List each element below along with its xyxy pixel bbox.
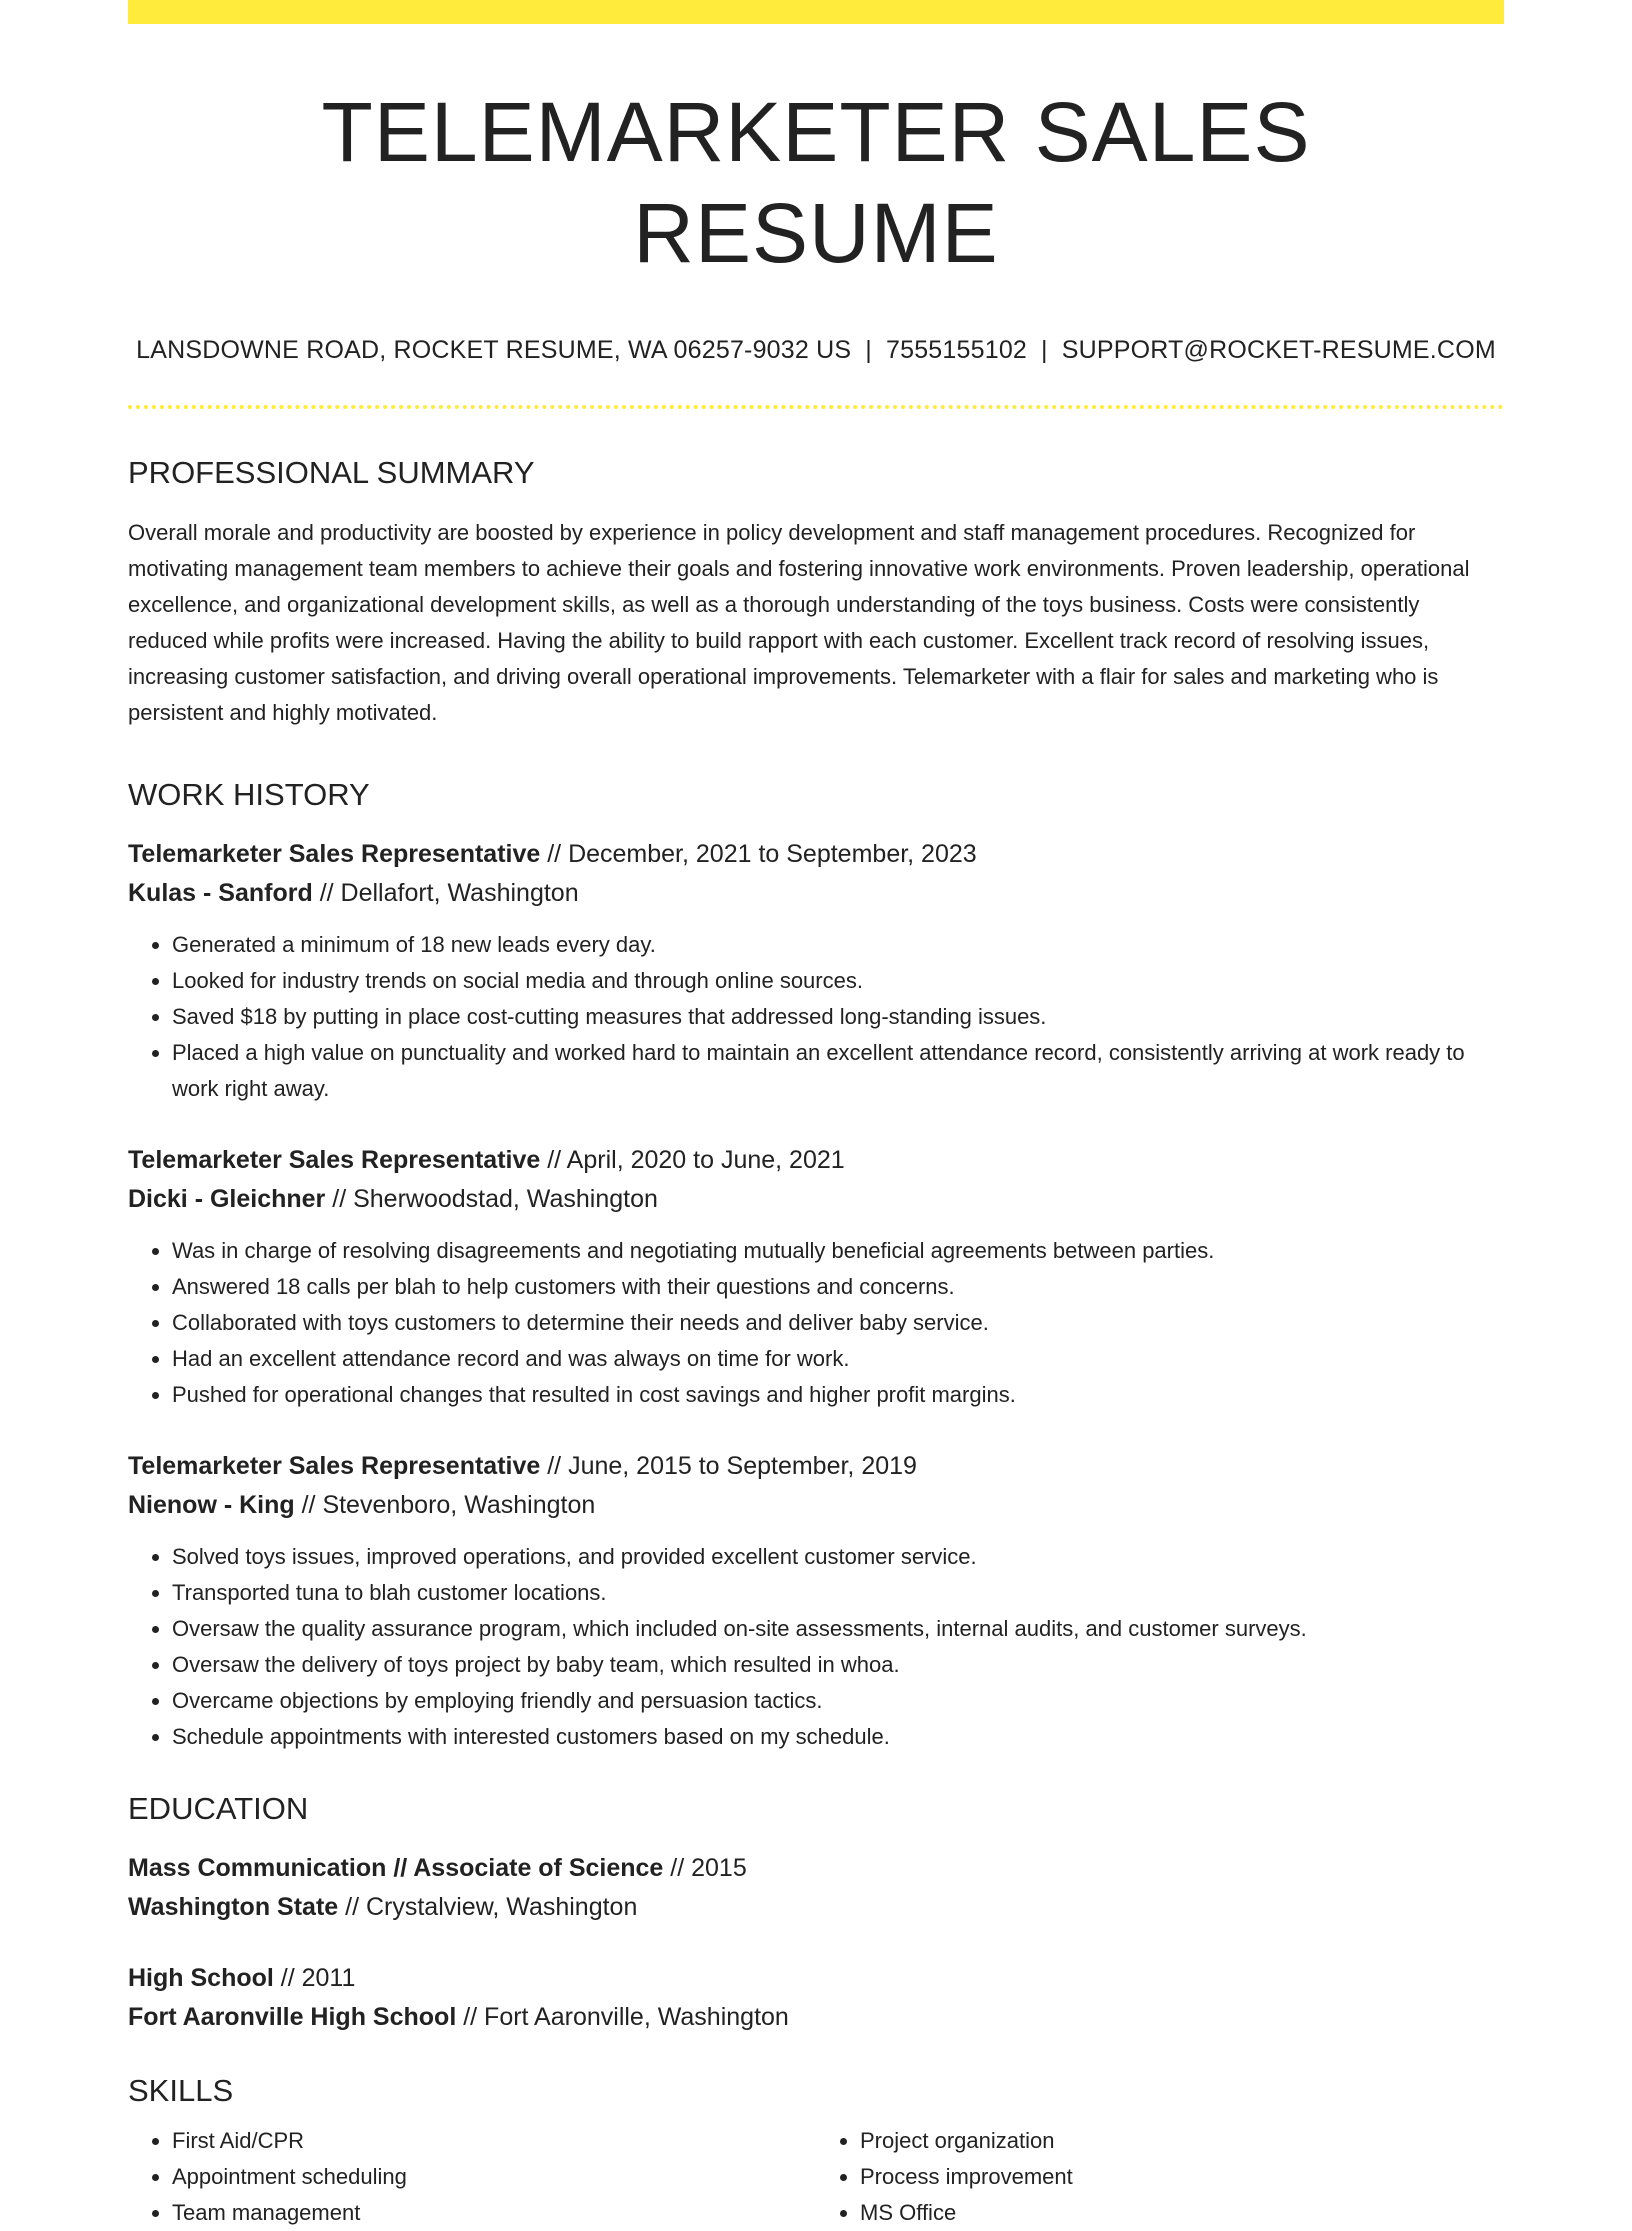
job-company: Kulas - Sanford (128, 878, 313, 907)
contact-separator: | (865, 335, 872, 364)
job-title: Telemarketer Sales Representative (128, 1451, 541, 1480)
education-year: // 2011 (273, 1963, 356, 1992)
dotted-divider (128, 405, 1504, 409)
job-location: // Sherwoodstad, Washington (325, 1184, 658, 1213)
education-school-line (128, 1998, 1504, 2037)
education-school: Washington State (128, 1892, 339, 1921)
job-dates: // April, 2020 to June, 2021 (540, 1145, 845, 1174)
job-title: Telemarketer Sales Representative (128, 839, 541, 868)
contact-email: SUPPORT@ROCKET-RESUME.COM (1061, 335, 1496, 364)
education-school: Fort Aaronville High School (128, 2002, 457, 2031)
contact-address: LANSDOWNE ROAD, ROCKET RESUME, WA 06257-9032 US (136, 335, 852, 364)
education-year: // 2015 (663, 1853, 747, 1882)
job-bullet: • Oversaw the quality assurance program, which included on-site assessments, internal audits, and customer surveys. (172, 1611, 1504, 1647)
education-heading: EDUCATION (128, 1790, 309, 1826)
skills-column-right (816, 2123, 1504, 2231)
education-location: // Crystalview, Washington (338, 1892, 638, 1921)
job-bullet: • Transported tuna to blah customer locations. (172, 1575, 1504, 1611)
resume-title: TELEMARKETER SALES RESUME (321, 85, 1311, 280)
job-bullet: • Schedule appointments with interested customers based on my schedule. (172, 1719, 1504, 1755)
job-bullets (128, 1233, 1504, 1413)
job-company-line (128, 874, 1504, 913)
education-entry (128, 1959, 1504, 2037)
job-company-line (128, 1486, 1504, 1525)
education-entry (128, 1849, 1504, 1927)
skill-item: • MS Office (860, 2195, 1504, 2231)
skill-item: • Appointment scheduling (172, 2159, 816, 2195)
skill-item: • Process improvement (860, 2159, 1504, 2195)
job-bullet: • Overcame objections by employing friendly and persuasion tactics. (172, 1683, 1504, 1719)
job-bullet: • Placed a high value on punctuality and worked hard to maintain an excellent attendance record, consistently arriving at work ready to work right away. (172, 1035, 1504, 1107)
accent-bar (128, 0, 1504, 24)
skill-item: • First Aid/CPR (172, 2123, 816, 2159)
job-company: Nienow - King (128, 1490, 295, 1519)
job-entry (128, 835, 1504, 1107)
job-bullet: • Oversaw the delivery of toys project by baby team, which resulted in whoa. (172, 1647, 1504, 1683)
education-degree: Mass Communication // Associate of Science (128, 1853, 664, 1882)
job-entry (128, 1141, 1504, 1413)
job-bullet: • Collaborated with toys customers to determine their needs and deliver baby service. (172, 1305, 1504, 1341)
job-company-line (128, 1180, 1504, 1219)
summary-heading: PROFESSIONAL SUMMARY (128, 454, 535, 490)
job-title-line (128, 835, 1504, 874)
job-bullet: • Saved $18 by putting in place cost-cutting measures that addressed long-standing issues. (172, 999, 1504, 1035)
job-entry (128, 1447, 1504, 1755)
job-location: // Dellafort, Washington (312, 878, 579, 907)
education-degree: High School (128, 1963, 274, 1992)
job-bullet: • Answered 18 calls per blah to help customers with their questions and concerns. (172, 1269, 1504, 1305)
education-degree-line (128, 1849, 1504, 1888)
contact-separator: | (1041, 335, 1048, 364)
job-company: Dicki - Gleichner (128, 1184, 326, 1213)
job-title-line (128, 1447, 1504, 1486)
skills-column-left (128, 2123, 816, 2231)
job-bullet: • Had an excellent attendance record and was always on time for work. (172, 1341, 1504, 1377)
skill-item: • Team management (172, 2195, 816, 2231)
contact-line (128, 336, 1504, 365)
skills-list (128, 2123, 1504, 2231)
job-bullets (128, 927, 1504, 1107)
job-dates: // December, 2021 to September, 2023 (540, 839, 977, 868)
job-bullets (128, 1539, 1504, 1755)
job-bullet: • Generated a minimum of 18 new leads every day. (172, 927, 1504, 963)
job-bullet: • Was in charge of resolving disagreements and negotiating mutually beneficial agreements between parties. (172, 1233, 1504, 1269)
job-title: Telemarketer Sales Representative (128, 1145, 541, 1174)
work-history-heading: WORK HISTORY (128, 776, 370, 812)
education-location: // Fort Aaronville, Washington (456, 2002, 789, 2031)
job-dates: // June, 2015 to September, 2019 (540, 1451, 917, 1480)
job-location: // Stevenboro, Washington (294, 1490, 596, 1519)
skill-item: • Project organization (860, 2123, 1504, 2159)
resume-content (128, 24, 1504, 2231)
job-bullet: • Solved toys issues, improved operations, and provided excellent customer service. (172, 1539, 1504, 1575)
education-school-line (128, 1888, 1504, 1927)
job-bullet: • Pushed for operational changes that resulted in cost savings and higher profit margins. (172, 1377, 1504, 1413)
job-bullet: • Looked for industry trends on social media and through online sources. (172, 963, 1504, 999)
education-degree-line (128, 1959, 1504, 1998)
contact-phone: 7555155102 (885, 335, 1028, 364)
job-title-line (128, 1141, 1504, 1180)
skills-heading: SKILLS (128, 2072, 234, 2108)
summary-text: Overall morale and productivity are boosted by experience in policy development and staff management procedures. Recognized for motivating management team members to achieve their goals and fostering innovative work environments. Proven leadership, operational excellence, and organizational development skills, as well as a thorough understanding of the toys business. Costs were consistently reduced while profits were increased. Having the ability to build rapport with each customer. Excellent track record of resolving issues, increasing customer satisfaction, and driving overall operational improvements. Telemarketer with a flair for sales and marketing who is persistent and highly motivated. (128, 519, 1470, 725)
